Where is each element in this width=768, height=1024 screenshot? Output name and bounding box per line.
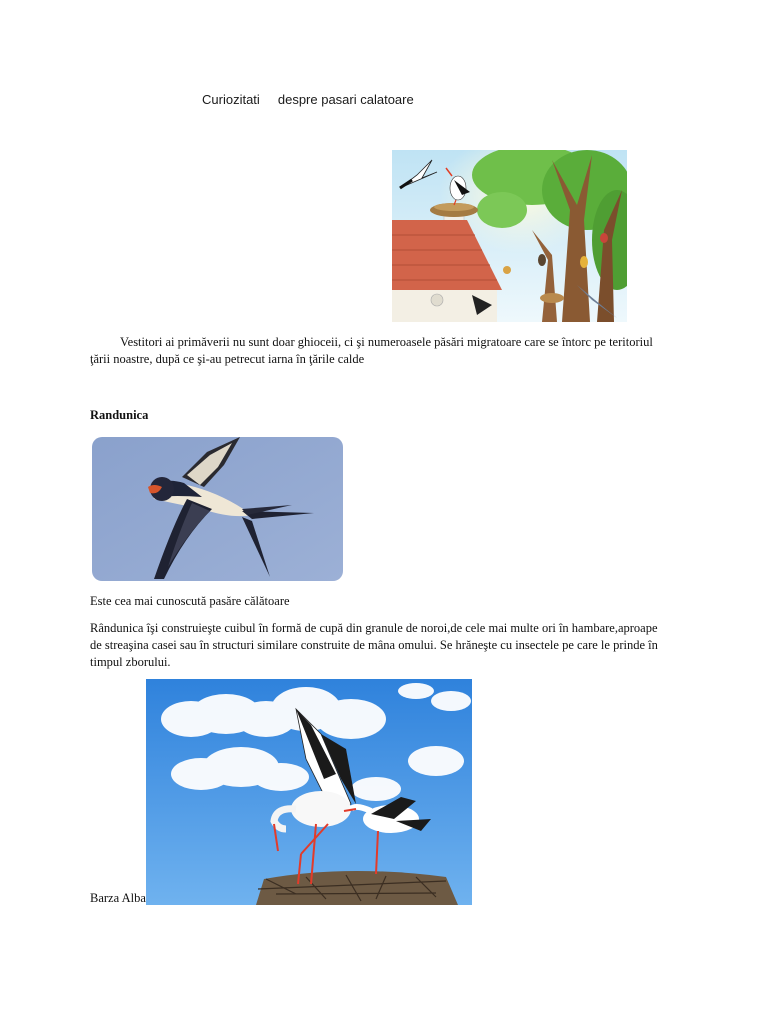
swallow-description: Rândunica îşi construieşte cuibul în formă de cupă din granule de noroi,de cele mai multe ori în hambare,aproape de streaşina casei sau în structuri similare construite de mâna omului. Se hrăneşte cu insectele pe care le prinde în timpul zborului. <box>90 621 658 669</box>
illustration-image <box>392 150 627 322</box>
section-heading: Randunica <box>90 408 149 422</box>
swallow-summary: Este cea mai cunoscută pasăre călătoare <box>90 594 290 608</box>
stork-photo <box>146 679 472 905</box>
stork-caption: Barza Alba <box>90 891 146 905</box>
intro-paragraph: Vestitori ai primăverii nu sunt doar ghioceii, ci şi numeroasele păsări migratoare care se întorc pe teritoriul ţării noastre, după ce şi-au petrecut iarna în ţările calde <box>90 335 653 366</box>
swallow-photo <box>92 437 343 581</box>
page-title: Curiozitati despre pasari calatoare <box>202 92 414 107</box>
